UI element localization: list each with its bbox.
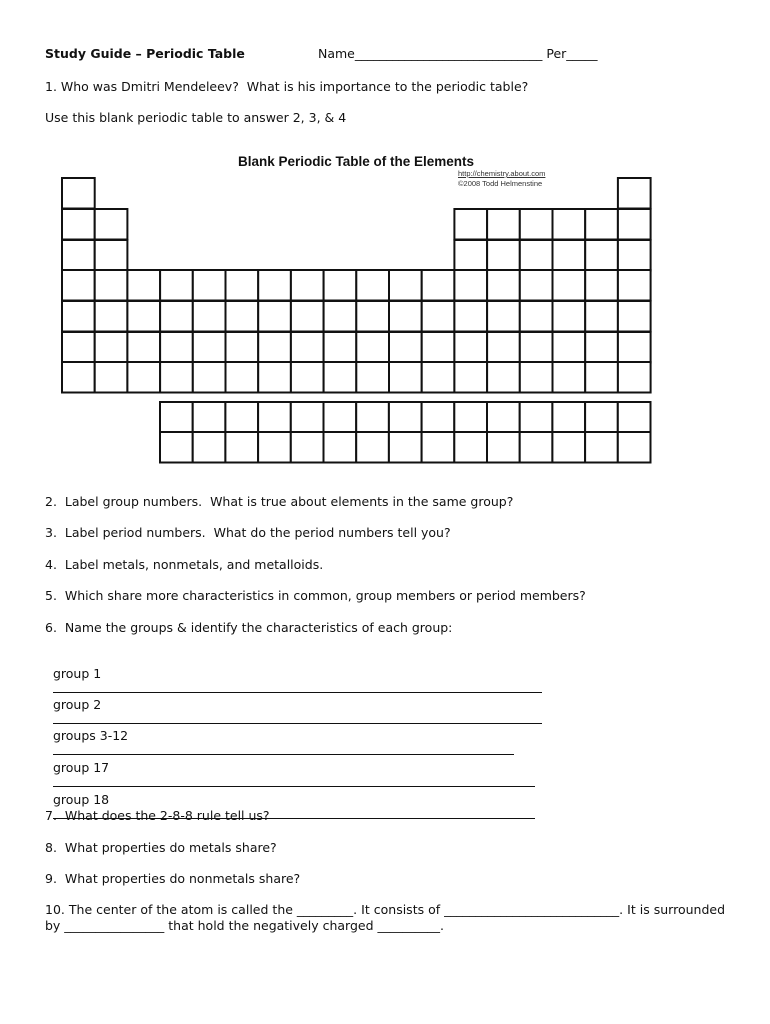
group-label: group 2 — [52, 697, 102, 712]
question-5: 5. Which share more characteristics in common, group members or period members? — [45, 588, 586, 603]
element-cell — [520, 332, 553, 363]
element-cell — [389, 301, 422, 332]
element-cell — [62, 301, 95, 332]
element-cell — [389, 362, 422, 393]
element-cell — [356, 402, 389, 433]
element-cell — [618, 362, 651, 393]
element-cell — [291, 332, 324, 363]
credit-copyright: ©2008 Todd Helmenstine — [458, 179, 543, 188]
element-cell — [520, 270, 553, 301]
element-cell — [553, 240, 586, 271]
element-cell — [324, 432, 357, 463]
element-cell — [127, 270, 160, 301]
element-cell — [520, 209, 553, 240]
element-cell — [324, 270, 357, 301]
group-label: group 18 — [52, 792, 110, 807]
page-title: Study Guide – Periodic Table — [45, 46, 245, 61]
element-cell — [553, 362, 586, 393]
element-cell — [226, 301, 259, 332]
element-cell — [160, 402, 193, 433]
element-cell — [618, 432, 651, 463]
element-cell — [389, 402, 422, 433]
element-cell — [324, 402, 357, 433]
element-cell — [585, 240, 618, 271]
question-6: 6. Name the groups & identify the characteristics of each group: — [45, 620, 453, 635]
element-cell — [95, 270, 128, 301]
element-cell — [520, 402, 553, 433]
element-cell — [454, 332, 487, 363]
element-cell — [487, 270, 520, 301]
element-cell — [618, 332, 651, 363]
element-cell — [585, 362, 618, 393]
element-cell — [520, 362, 553, 393]
element-cell — [520, 240, 553, 271]
element-cell — [160, 332, 193, 363]
element-cell — [487, 332, 520, 363]
blank-periodic-table — [0, 0, 770, 480]
element-cell — [258, 270, 291, 301]
element-cell — [356, 432, 389, 463]
name-period-field[interactable]: Name______________________________ Per_____ — [318, 46, 598, 61]
element-cell — [618, 270, 651, 301]
element-cell — [585, 301, 618, 332]
element-cell — [618, 178, 651, 209]
table-instruction: Use this blank periodic table to answer 2, 3, & 4 — [45, 110, 347, 125]
element-cell — [454, 432, 487, 463]
element-cell — [487, 402, 520, 433]
element-cell — [62, 332, 95, 363]
group-label: group 17 — [52, 760, 110, 775]
element-cell — [62, 362, 95, 393]
element-cell — [258, 362, 291, 393]
element-cell — [454, 301, 487, 332]
element-cell — [487, 362, 520, 393]
question-9: 9. What properties do nonmetals share? — [45, 871, 301, 886]
element-cell — [520, 432, 553, 463]
element-cell — [291, 301, 324, 332]
element-cell — [422, 332, 455, 363]
element-cell — [585, 209, 618, 240]
element-cell — [95, 362, 128, 393]
element-cell — [520, 301, 553, 332]
element-cell — [291, 432, 324, 463]
element-cell — [127, 362, 160, 393]
group-label: groups 3-12 — [52, 728, 129, 743]
element-cell — [356, 362, 389, 393]
element-cell — [553, 270, 586, 301]
element-cell — [487, 432, 520, 463]
element-cell — [160, 432, 193, 463]
group-label: group 1 — [52, 666, 102, 681]
element-cell — [324, 301, 357, 332]
element-cell — [454, 209, 487, 240]
element-cell — [95, 209, 128, 240]
element-cell — [95, 332, 128, 363]
element-cell — [389, 270, 422, 301]
element-cell — [62, 178, 95, 209]
element-cell — [160, 270, 193, 301]
element-cell — [324, 362, 357, 393]
element-cell — [62, 270, 95, 301]
element-cell — [226, 270, 259, 301]
element-cell — [193, 362, 226, 393]
periodic-table-title: Blank Periodic Table of the Elements — [238, 154, 475, 169]
element-cell — [160, 301, 193, 332]
element-cell — [127, 332, 160, 363]
credit-url: http://chemistry.about.com — [458, 169, 546, 178]
element-cell — [585, 402, 618, 433]
element-cell — [193, 301, 226, 332]
element-cell — [585, 270, 618, 301]
element-cell — [454, 402, 487, 433]
element-cell — [258, 402, 291, 433]
element-cell — [225, 432, 258, 463]
element-cell — [454, 270, 487, 301]
element-cell — [95, 301, 128, 332]
element-cell — [291, 270, 324, 301]
question-7: 7. What does the 2-8-8 rule tell us? — [45, 808, 270, 823]
element-cell — [95, 240, 128, 271]
element-cell — [356, 270, 389, 301]
element-cell — [127, 301, 160, 332]
element-cell — [193, 270, 226, 301]
question-4: 4. Label metals, nonmetals, and metalloids. — [45, 557, 324, 572]
element-cell — [389, 332, 422, 363]
element-cell — [193, 332, 226, 363]
element-cell — [258, 332, 291, 363]
question-3: 3. Label period numbers. What do the period numbers tell you? — [45, 525, 451, 540]
element-cell — [324, 332, 357, 363]
element-cell — [226, 332, 259, 363]
element-cell — [62, 209, 95, 240]
element-cell — [552, 402, 585, 433]
element-cell — [422, 270, 455, 301]
question-2: 2. Label group numbers. What is true about elements in the same group? — [45, 494, 514, 509]
element-cell — [356, 332, 389, 363]
element-cell — [487, 240, 520, 271]
question-10[interactable]: 10. The center of the atom is called the _________. It consists of ____________________________. It is surrounded by ________________ that hold the negatively charged __________. — [45, 902, 725, 933]
element-cell — [618, 240, 651, 271]
element-cell — [487, 301, 520, 332]
element-cell — [291, 402, 324, 433]
element-cell — [553, 209, 586, 240]
element-cell — [454, 362, 487, 393]
element-cell — [422, 432, 455, 463]
element-cell — [193, 432, 226, 463]
element-cell — [291, 362, 324, 393]
element-cell — [618, 301, 651, 332]
element-cell — [454, 240, 487, 271]
element-cell — [618, 402, 651, 433]
element-cell — [225, 402, 258, 433]
element-cell — [258, 432, 291, 463]
element-cell — [487, 209, 520, 240]
question-1: 1. Who was Dmitri Mendeleev? What is his importance to the periodic table? — [45, 79, 529, 94]
element-cell — [553, 332, 586, 363]
element-cell — [618, 209, 651, 240]
element-cell — [422, 362, 455, 393]
element-cell — [422, 402, 455, 433]
question-8: 8. What properties do metals share? — [45, 840, 277, 855]
element-cell — [356, 301, 389, 332]
element-cell — [585, 432, 618, 463]
element-cell — [160, 362, 193, 393]
element-cell — [389, 432, 422, 463]
element-cell — [422, 301, 455, 332]
element-cell — [585, 332, 618, 363]
element-cell — [258, 301, 291, 332]
element-cell — [193, 402, 226, 433]
element-cell — [553, 301, 586, 332]
element-cell — [552, 432, 585, 463]
element-cell — [62, 240, 95, 271]
element-cell — [226, 362, 259, 393]
